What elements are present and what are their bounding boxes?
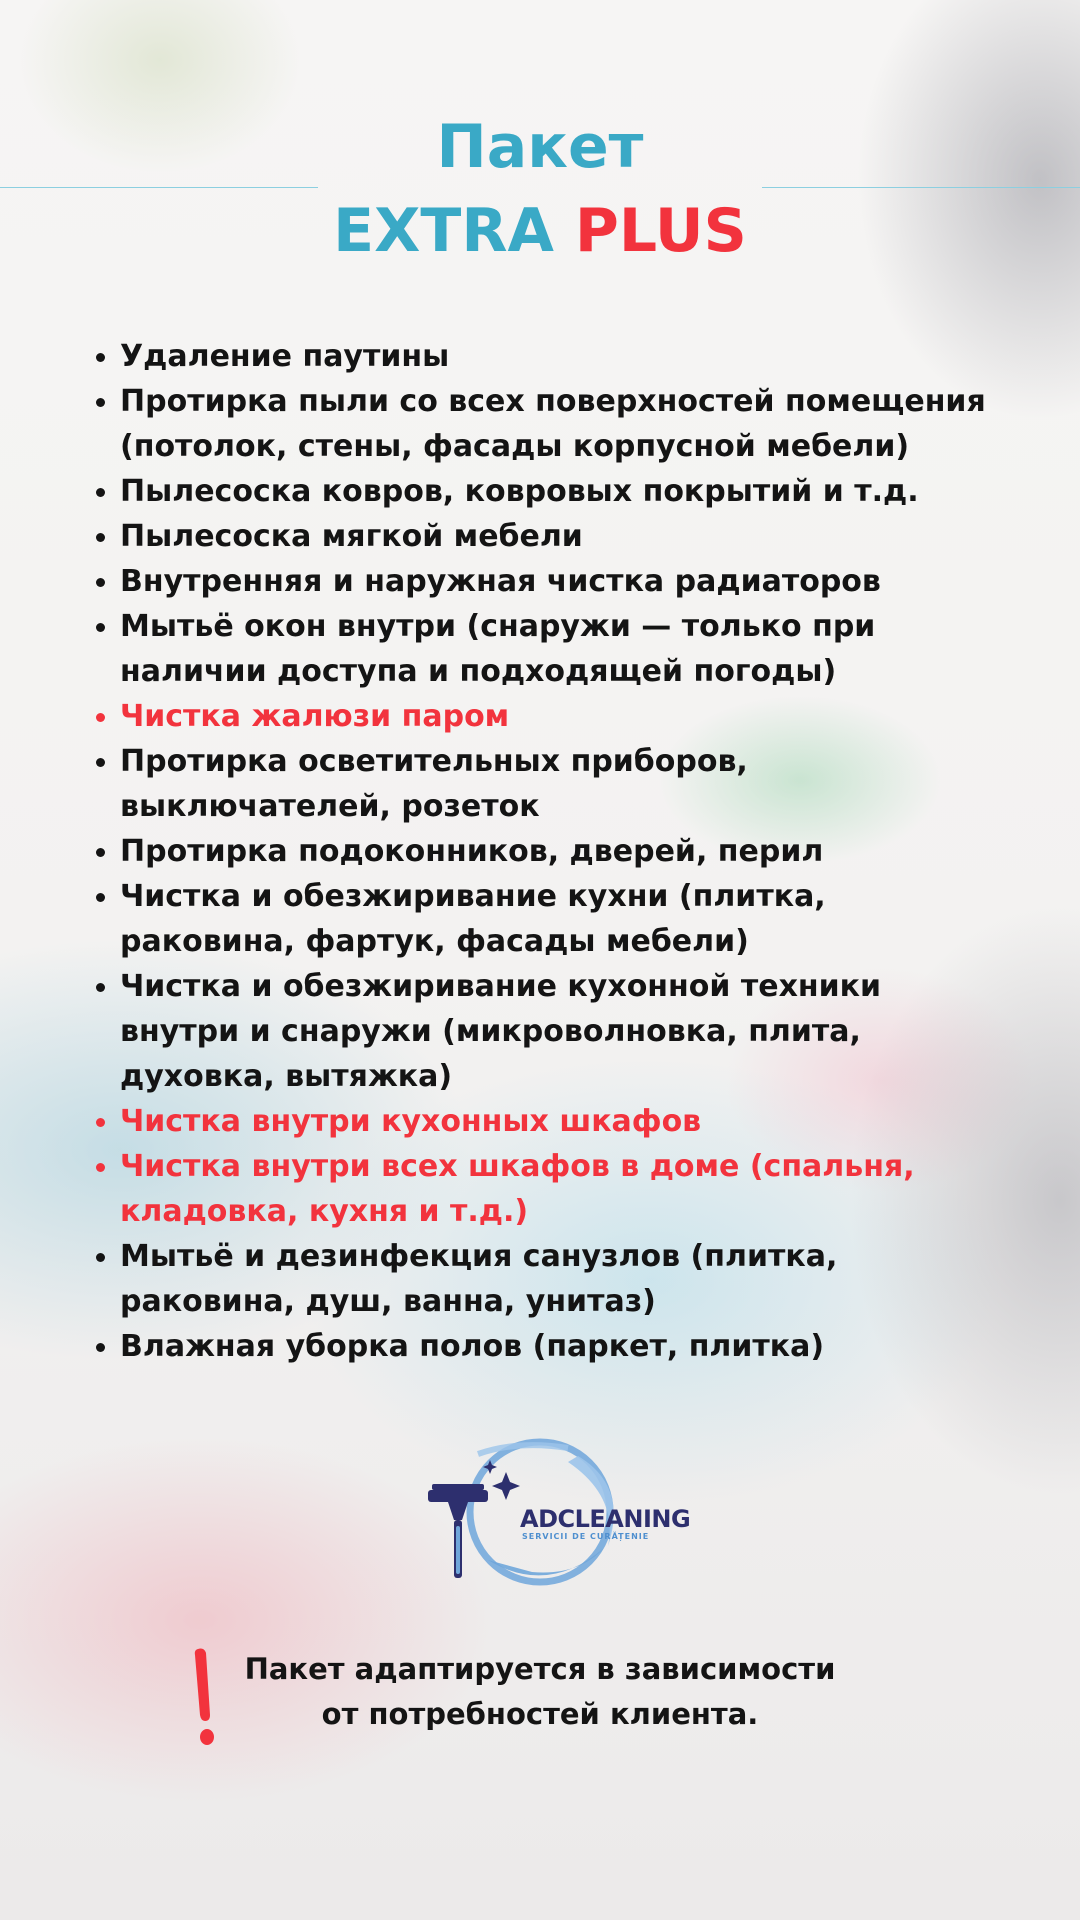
services-list <box>92 334 1032 1369</box>
package-title-plus: PLUS <box>574 196 747 266</box>
logo-wordmark: ADCLEANING <box>520 1505 691 1533</box>
package-title-line1: Пакет <box>436 112 644 182</box>
service-item: Чистка и обезжиривание кухонной техники внутри и снаружи (микроволновка, плита, духовка, вытяжка) <box>92 964 1032 1099</box>
service-item: Влажная уборка полов (паркет, плитка) <box>92 1324 1032 1369</box>
service-item: Чистка внутри кухонных шкафов <box>92 1099 1032 1144</box>
service-item: Удаление паутины <box>92 334 1032 379</box>
service-item: Чистка внутри всех шкафов в доме (спальня, кладовка, кухня и т.д.) <box>92 1144 1032 1234</box>
package-title-line2 <box>0 189 1080 273</box>
service-item: Пылесоска ковров, ковровых покрытий и т.д. <box>92 469 1032 514</box>
service-item: Протирка осветительных приборов, выключателей, розеток <box>92 739 1032 829</box>
adcleaning-logo <box>428 1436 691 1588</box>
package-title <box>0 105 1080 273</box>
service-item: Пылесоска мягкой мебели <box>92 514 1032 559</box>
service-item: Мытьё и дезинфекция санузлов (плитка, раковина, душ, ванна, унитаз) <box>92 1234 1032 1324</box>
package-title-extra: EXTRA <box>333 196 554 266</box>
logo-tagline: SERVICII DE CURĂȚENIE <box>522 1532 650 1541</box>
adaptation-note: Пакет адаптируется в зависимости от потребностей клиента. <box>244 1652 836 1731</box>
service-item: Мытьё окон внутри (снаружи — только при наличии доступа и подходящей погоды) <box>92 604 1032 694</box>
service-item: Протирка подоконников, дверей, перил <box>92 829 1032 874</box>
service-item: Чистка жалюзи паром <box>92 694 1032 739</box>
service-item: Чистка и обезжиривание кухни (плитка, раковина, фартук, фасады мебели) <box>92 874 1032 964</box>
exclamation-icon <box>190 1645 224 1755</box>
service-item: Внутренняя и наружная чистка радиаторов <box>92 559 1032 604</box>
service-item: Протирка пыли со всех поверхностей помещения (потолок, стены, фасады корпусной мебели) <box>92 379 1032 469</box>
